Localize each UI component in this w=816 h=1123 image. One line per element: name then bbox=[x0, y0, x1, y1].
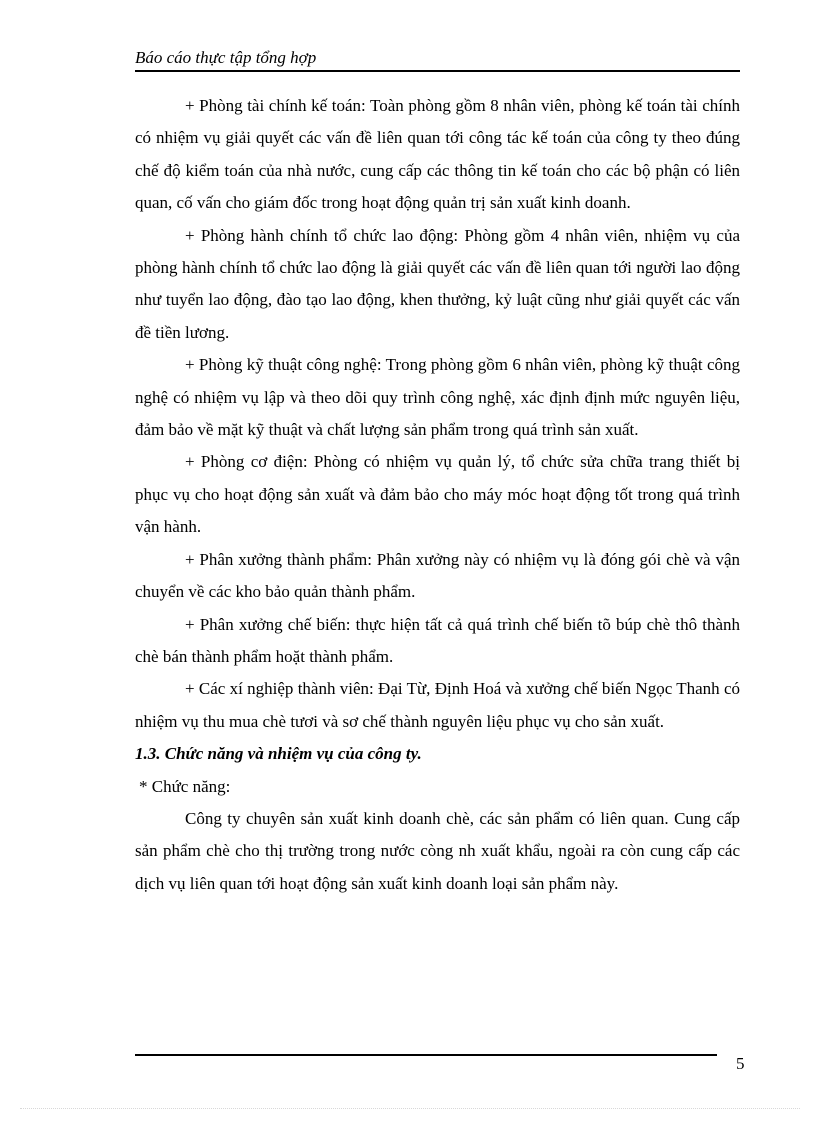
page-header bbox=[135, 48, 740, 72]
paragraph-technology-department: + Phòng kỹ thuật công nghệ: Trong phòng gồm 6 nhân viên, phòng kỹ thuật công nghệ có nhiệm vụ lập và theo dõi quy trình công nghệ, xác định định mức nguyên liệu, đảm bảo về mặt kỹ thuật và chất lượng sản phẩm trong quá trình sản xuất. bbox=[135, 355, 740, 440]
footer-rule bbox=[135, 1054, 717, 1056]
page-bottom-divider bbox=[20, 1108, 800, 1109]
paragraph-member-enterprises: + Các xí nghiệp thành viên: Đại Từ, Định Hoá và xưởng chế biến Ngọc Thanh có nhiệm vụ thu mua chè tươi và sơ chế thành nguyên liệu phục vụ cho sản xuất. bbox=[135, 679, 740, 731]
paragraph-mechanical-electrical-department: + Phòng cơ điện: Phòng có nhiệm vụ quản lý, tổ chức sửa chữa trang thiết bị phục vụ cho hoạt động sản xuất và đảm bảo cho máy móc hoạt động tốt trong quá trình vận hành. bbox=[135, 452, 740, 537]
section-label: * Chức năng: bbox=[139, 776, 231, 796]
page-number: 5 bbox=[736, 1054, 745, 1073]
section-heading: 1.3. Chức năng và nhiệm vụ của công ty. bbox=[135, 744, 422, 764]
paragraph-functions: Công ty chuyên sản xuất kinh doanh chè, các sản phẩm có liên quan. Cung cấp sản phẩm chè cho thị trường trong nước còng nh xuất khẩu, ngoài ra còn cung cấp các dịch vụ liên quan tới hoạt động sản xuất kinh doanh loại sản phẩm này. bbox=[135, 808, 740, 893]
paragraph-finance-department: + Phòng tài chính kế toán: Toàn phòng gồm 8 nhân viên, phòng kế toán tài chính có nhiệm vụ giải quyết các vấn đề liên quan tới công tác kế toán của công ty theo đúng chế độ kiểm toán của nhà nước, cung cấp các thông tin kế toán cho các bộ phận có liên quan, cố vấn cho giám đốc trong hoạt động quản trị sản xuất kinh doanh. bbox=[135, 96, 740, 213]
header-title: Báo cáo thực tập tổng hợp bbox=[135, 48, 317, 67]
paragraph-finished-goods-workshop: + Phân xưởng thành phẩm: Phân xưởng này có nhiệm vụ là đóng gói chè và vận chuyển về các kho bảo quản thành phẩm. bbox=[135, 549, 740, 602]
paragraph-processing-workshop: + Phân xưởng chế biến: thực hiện tất cả quá trình chế biến tõ búp chè thô thành chè bán thành phẩm hoặt thành phẩm. bbox=[135, 614, 740, 666]
document-body bbox=[135, 90, 740, 900]
paragraph-admin-department: + Phòng hành chính tổ chức lao động: Phòng gồm 4 nhân viên, nhiệm vụ của phòng hành chính tổ chức lao động là giải quyết các vấn đề liên quan tới người lao động như tuyển lao động, đào tạo lao động, khen thưởng, kỷ luật cũng như giải quyết các vấn đề tiền lương. bbox=[135, 225, 740, 342]
